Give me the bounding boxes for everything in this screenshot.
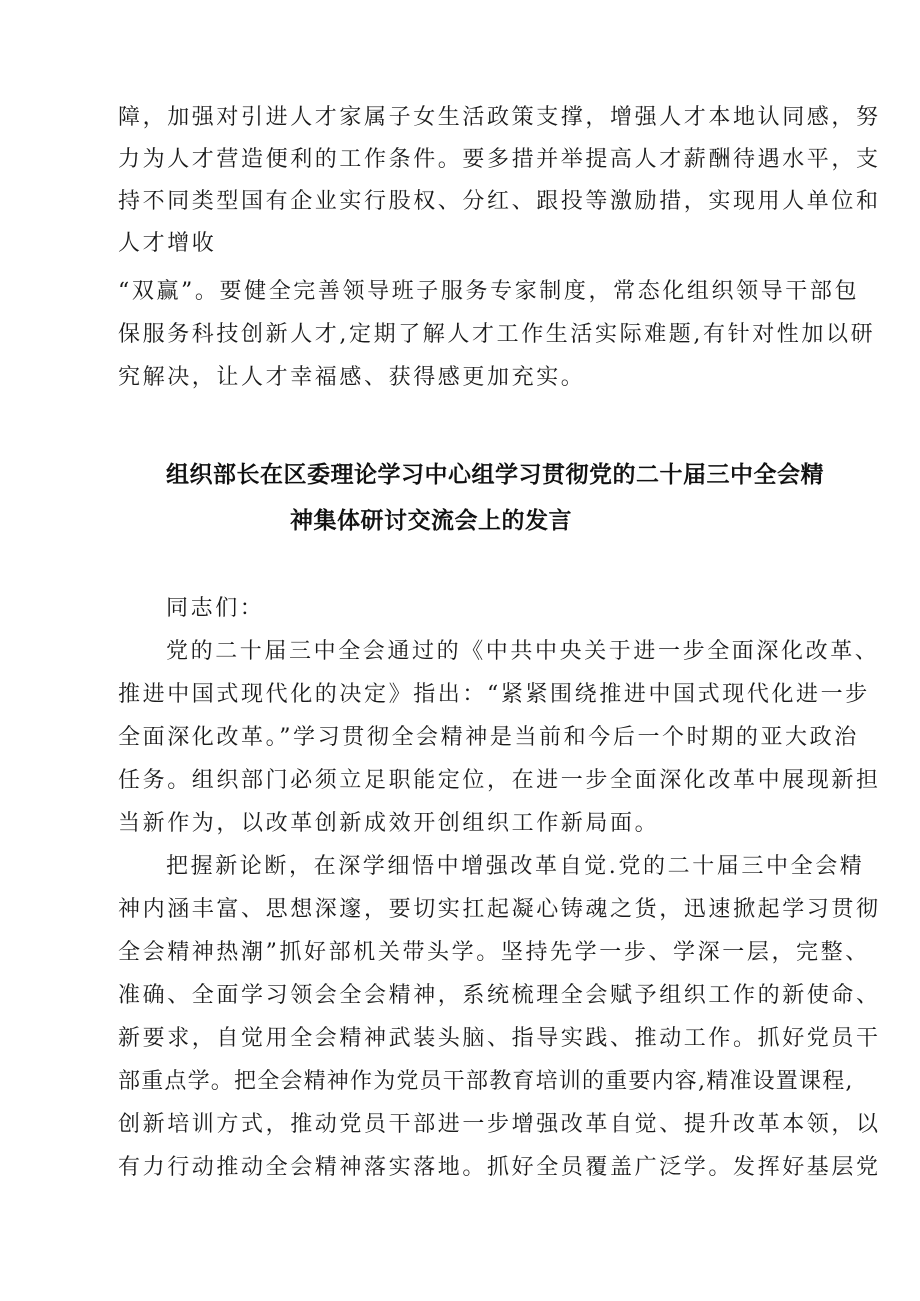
body-line-13: 有力行动推动全会精神落实落地。抓好全员覆盖广泛学。发挥好基层党 <box>118 1155 881 1180</box>
body-line-6: 把握新论断，在深学细悟中增强改革自觉.党的二十届三中全会精 <box>166 854 865 879</box>
body-line-8: 全会精神热潮”抓好部机关带头学。坚持先学一步、学深一层，完整、 <box>118 940 870 965</box>
body-line-3: 全面深化改革。”学习贯彻全会精神是当前和今后一个时期的亚大政治 <box>118 725 859 750</box>
continuation-line-6: 保服务科技创新人才,定期了解人才工作生活实际难题,有针对性加以研 <box>118 322 876 347</box>
continuation-line-3: 持不同类型国有企业实行股权、分红、跟投等激励措，实现用人单位和 <box>118 189 881 214</box>
continuation-line-1: 障，加强对引进人才家属子女生活政策支撑，增强人才本地认同感，努 <box>118 105 881 130</box>
continuation-line-4: 人才增收 <box>118 231 217 256</box>
continuation-line-5: “双赢”。要健全完善领导班子服务专家制度，常态化组织领导干部包 <box>118 279 860 304</box>
body-line-1: 党的二十届三中全会通过的《中共中央关于进一步全面深化改革、 <box>166 639 880 664</box>
body-line-11: 部重点学。把全会精神作为党员干部教育培训的重要内容,精准设置课程, <box>118 1069 854 1094</box>
continuation-line-2: 力为人才营造便利的工作条件。要多措并举提高人才薪酬待遇水平，支 <box>118 147 881 172</box>
speech-title-line-1: 组织部长在区委理论学习中心组学习贯彻党的二十届三中全会精 <box>166 462 824 488</box>
body-line-9: 准确、全面学习领会全会精神，系统梳理全会赋予组织工作的新使命、 <box>118 983 881 1008</box>
salutation: 同志们： <box>166 596 265 621</box>
continuation-line-7: 究解决，让人才幸福感、获得感更加充实。 <box>118 365 586 390</box>
body-line-12: 创新培训方式，推动党员干部进一步增强改革自觉、提升改革本领，以 <box>118 1112 881 1137</box>
body-line-2: 推进中国式现代化的决定》指出：“紧紧围绕推进中国式现代化进一步 <box>118 682 870 707</box>
speech-title-line-2: 神集体研讨交流会上的发言 <box>290 508 572 534</box>
body-line-5: 当新作为，以改革创新成效开创组织工作新局面。 <box>118 811 660 836</box>
body-line-7: 神内涵丰富、思想深邃，要切实扛起凝心铸魂之货，迅速掀起学习贯彻 <box>118 897 881 922</box>
body-line-4: 任务。组织部门必须立足职能定位，在进一步全面深化改革中展现新担 <box>118 768 881 793</box>
body-line-10: 新要求，自觉用全会精神武装头脑、指导实践、推动工作。抓好党员干 <box>118 1026 881 1051</box>
